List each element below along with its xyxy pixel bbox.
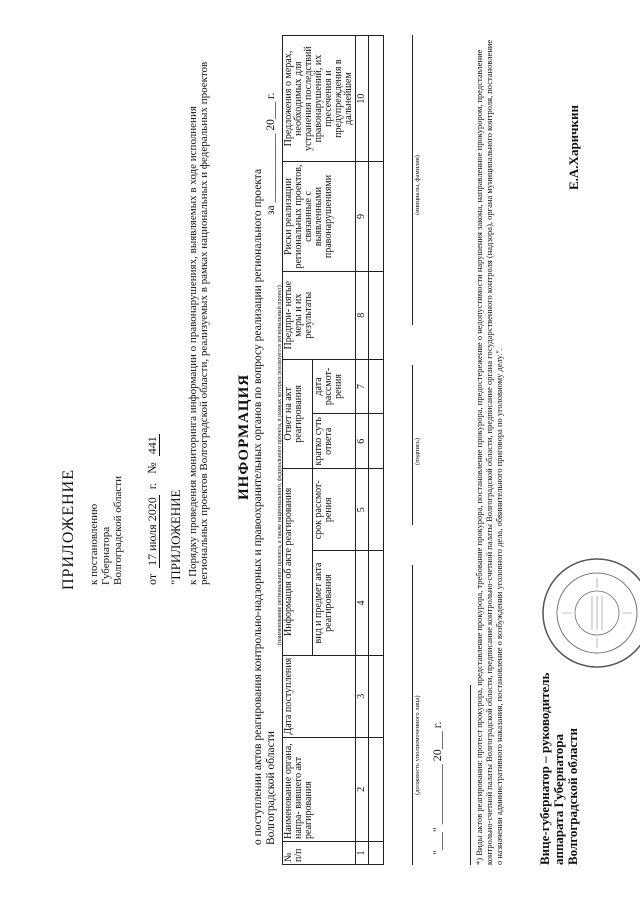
empty-cell <box>369 359 384 414</box>
col-num-4: 4 <box>356 551 369 655</box>
resolution-line-1: к постановлению <box>88 503 100 585</box>
col-num-7: 7 <box>356 359 369 414</box>
resolution-line-3: Волгоградской области <box>112 476 124 585</box>
number-value: 441 <box>145 436 159 455</box>
resolution-reference <box>88 476 124 585</box>
header-risks: Риски реализации региональных проектов, связанные с выявленными правонарушениями <box>283 162 356 272</box>
signature-line <box>412 365 413 525</box>
empty-cell <box>369 551 384 655</box>
signatory-line-1: Вице-губернатор – руководитель <box>537 672 552 865</box>
procedure-reference: к Порядку проведения мониторинга информации о правонарушениях, выявляемых в ходе исполнения региональных проектов Волгоградской области, реализуемых в рамках национальных и федеральных проектов <box>187 61 210 585</box>
empty-cell <box>369 162 384 272</box>
col-num-6: 6 <box>356 414 369 469</box>
footnote-divider <box>470 685 471 865</box>
header-organ: Наименование органа, напра- вившего акт реагирования <box>283 737 356 841</box>
col-num-10: 10 <box>356 36 369 162</box>
empty-cell <box>369 469 384 551</box>
table-number-row <box>356 36 369 865</box>
table-header-row <box>283 36 313 865</box>
header-response-date: дата рассмот- рения <box>312 359 355 414</box>
col-num-5: 5 <box>356 469 369 551</box>
signatory-position <box>538 673 580 865</box>
signatory-line-2: аппарата Губернатора <box>551 733 566 865</box>
subject-line-2: Волгоградской области <box>265 731 277 845</box>
report-period: за ____________ 20___ г. <box>265 92 277 215</box>
col-num-2: 2 <box>356 737 369 841</box>
position-label: (должность уполномоченного лица) <box>414 695 421 795</box>
name-label: (инициалы, фамилия) <box>414 155 421 215</box>
empty-cell <box>369 414 384 469</box>
position-line <box>412 565 413 865</box>
header-response-summary: кратко суть ответа <box>312 414 355 469</box>
fill-date: "___" __________ 20___ г. <box>430 721 444 855</box>
report-table <box>282 35 384 865</box>
resolution-date <box>145 434 160 585</box>
empty-cell <box>369 737 384 841</box>
header-measures: Предпри- нятые меры и их результаты <box>283 271 356 359</box>
table-empty-row <box>369 36 384 865</box>
header-num: № п/п <box>283 841 356 864</box>
col-num-9: 9 <box>356 162 369 272</box>
header-info-term: срок рассмот- рения <box>312 469 355 551</box>
number-prefix: № <box>145 462 159 474</box>
header-date: Дата поступления <box>283 655 356 737</box>
resolution-line-2: Губернатора <box>100 526 112 585</box>
project-hint: (наименование регионального проекта, а также национального, федерального проекта, в рамках которых реализуется региональный проект) <box>277 285 283 645</box>
document-title: ИНФОРМАЦИЯ <box>236 373 252 500</box>
date-suffix: г. <box>145 482 159 490</box>
col-num-8: 8 <box>356 271 369 359</box>
footnote: *) Виды актов реагирования: протест прокурора, представление прокурора, требование прокурора, постановление прокурора, предостережение о недопустимости нарушения закона, направленное прокурором, представление контрольно-счетной палаты Волгоградской области, предписание контрольно-счетной палаты Волгоградской области, предписание органа государственного контроля (надзора), органа муниципального контроля, постановление о назначении административного наказания, постановление о возбуждении уголовного дела, обвинительного приговора по уголовному делу.". <box>474 39 504 865</box>
empty-cell <box>369 271 384 359</box>
header-proposals: Предложения о мерах, необходимых для устранения последствий правонарушений, их пресечения и предупреждения в дальнейшем <box>283 36 356 162</box>
signature-label: (подпись) <box>414 438 421 465</box>
signatory-name: Е.А.Харичкин <box>566 105 581 190</box>
empty-cell <box>369 655 384 737</box>
date-prefix: от <box>145 573 159 585</box>
date-value: 17 июля 2020 <box>145 497 159 566</box>
empty-cell <box>369 841 384 864</box>
signatory-line-3: Волгоградской области <box>565 727 580 865</box>
appendix-heading: ПРИЛОЖЕНИЕ <box>60 468 77 590</box>
header-info: Информация об акте реагирования <box>283 469 313 655</box>
empty-cell <box>369 36 384 162</box>
name-line <box>412 35 413 325</box>
subject-line: о поступлении актов реагирования контрольно-надзорных и правоохранительных органов по вопросу реализации регионального проекта <box>252 168 264 845</box>
header-response: Ответ на акт реагирования <box>283 359 313 469</box>
appendix-heading-2: "ПРИЛОЖЕНИЕ <box>168 489 183 585</box>
official-stamp <box>540 555 640 670</box>
header-info-type: вид и предмет акта реагирования <box>312 551 355 655</box>
col-num-3: 3 <box>356 655 369 737</box>
col-num-1: 1 <box>356 841 369 864</box>
